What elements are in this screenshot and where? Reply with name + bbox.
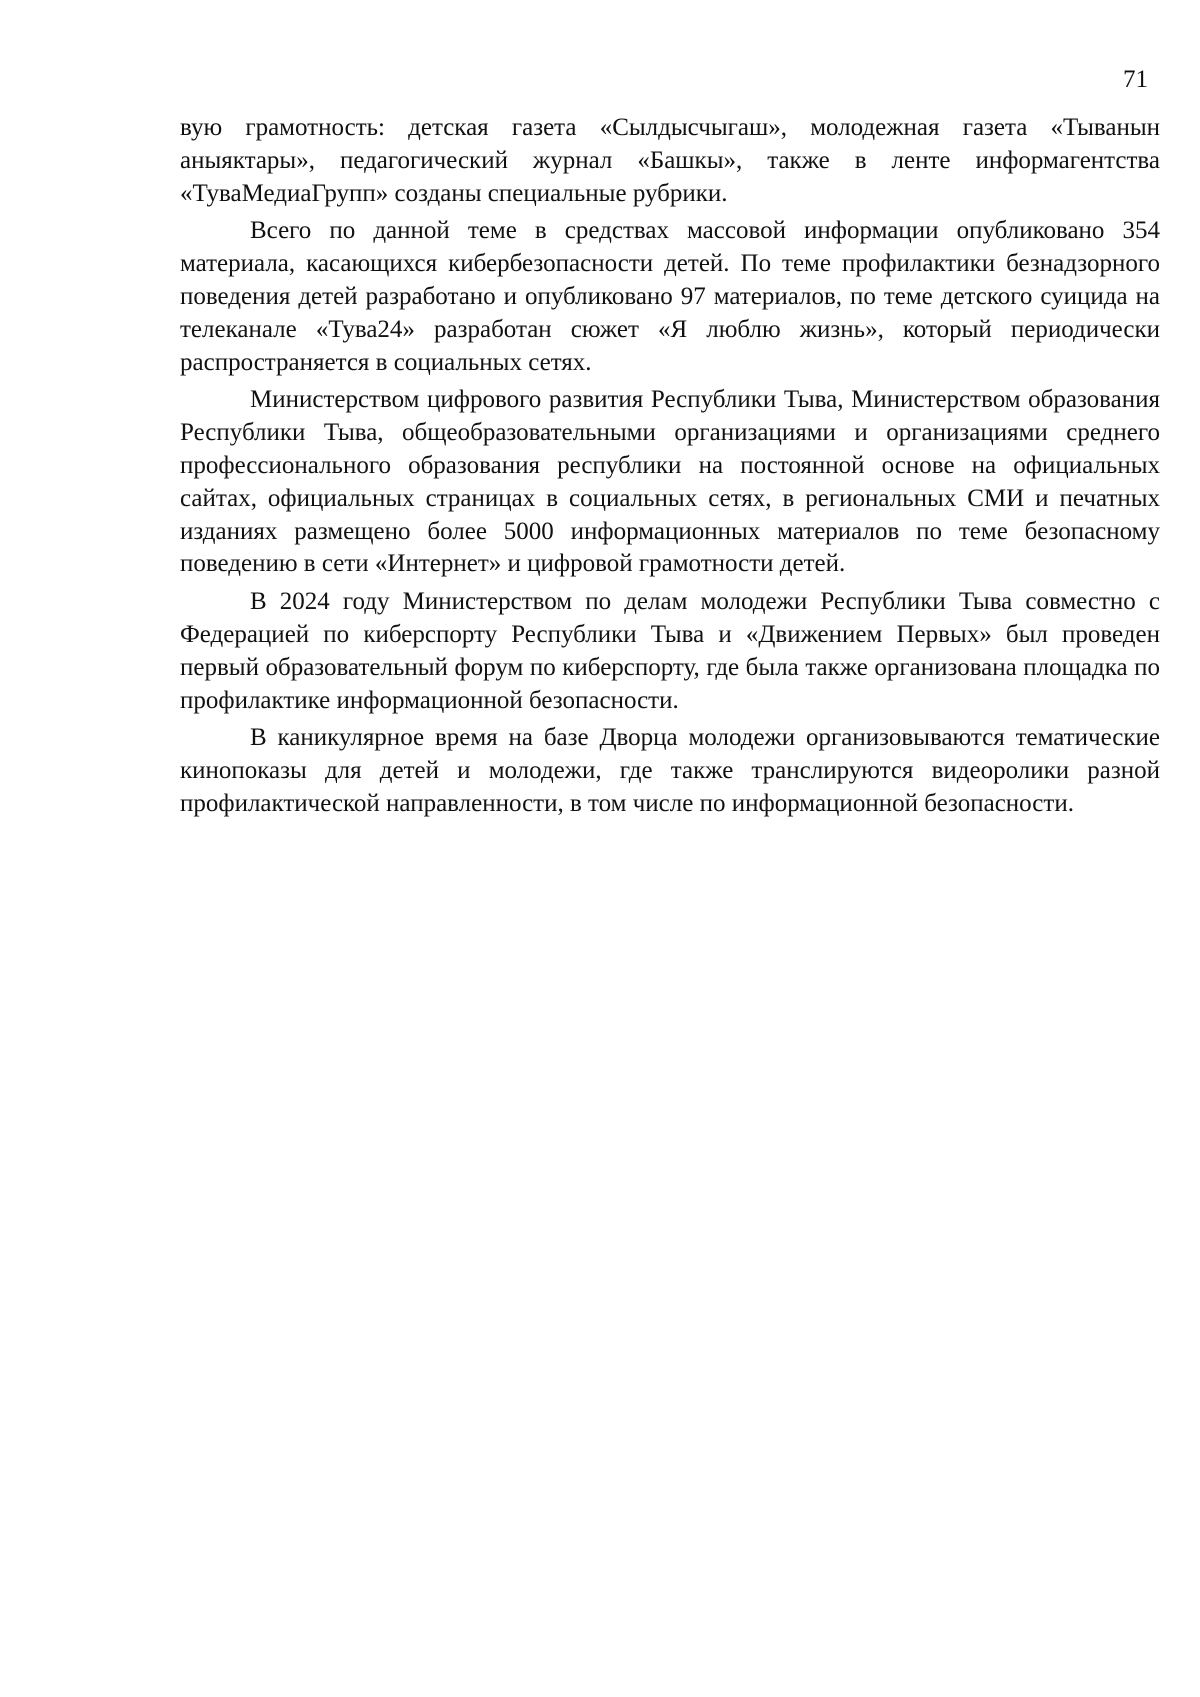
document-body [180, 112, 1160, 826]
paragraph-esports-forum: В 2024 году Министерством по делам молодежи Республики Тыва совместно с Федерацией по киберспорту Республики Тыва и «Движением Первых» был проведен первый образовательный форум по киберспорту, где была также организована площадка по профилактике информационной безопасности. [180, 588, 1160, 714]
paragraph-youth-palace: В каникулярное время на базе Дворца молодежи организовываются тематические кинопоказы для детей и молодежи, где также транслируются видеоролики разной профилактической направленности, в том числе по информационной безопасности. [180, 724, 1160, 817]
paragraph-media-publications: Всего по данной теме в средствах массовой информации опубликовано 354 материала, касающихся кибербезопасности детей. По теме профилактики безнадзорного поведения детей разработано и опубликовано 97 материалов, по теме детского суицида на телеканале «Тува24» разработан сюжет «Я люблю жизнь», который периодически распространяется в социальных сетях. [180, 217, 1160, 376]
paragraph-ministry-materials: Министерством цифрового развития Республики Тыва, Министерством образования Республики Тыва, общеобразовательными организациями и организациями среднего профессионального образования республики на постоянной основе на официальных сайтах, официальных страницах в социальных сетях, в региональных СМИ и печатных изданиях размещено более 5000 информационных материалов по теме безопасному поведению в сети «Интернет» и цифровой грамотности детей. [180, 386, 1160, 578]
paragraph-continuation: вую грамотность: детская газета «Сылдысчыгаш», молодежная газета «Тыванын аныяктары», педагогический журнал «Башкы», также в ленте информагентства «ТуваМедиаГрупп» созданы специальные рубрики. [180, 114, 1160, 207]
page-number: 71 [1123, 66, 1148, 93]
